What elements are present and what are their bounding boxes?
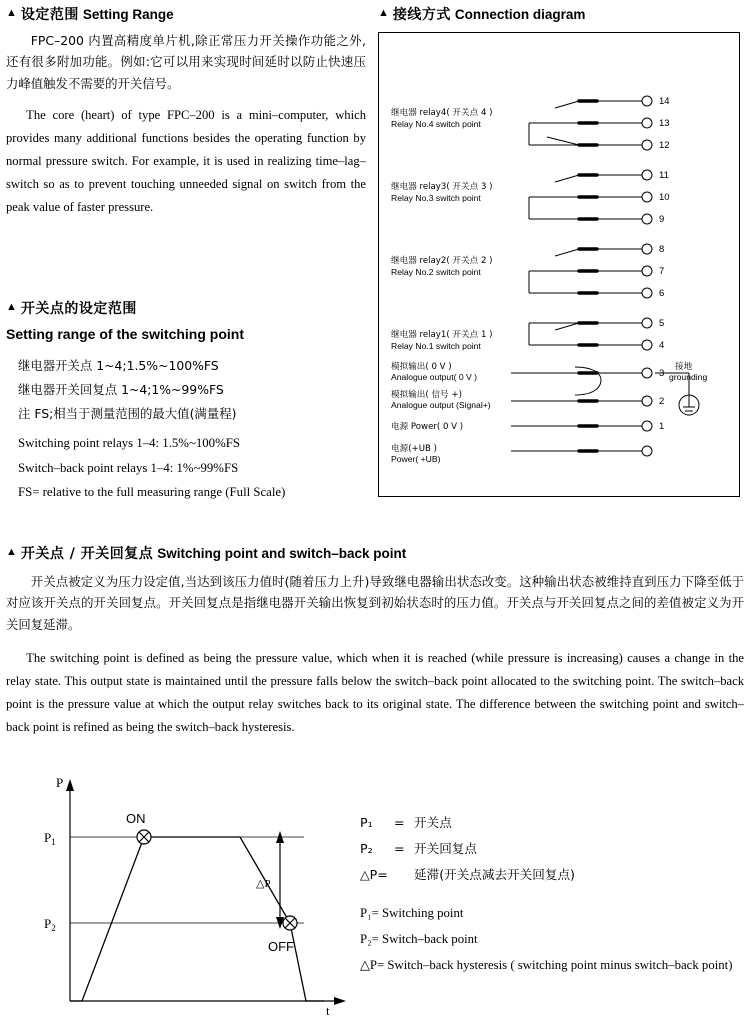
range-line-en-1: Switching point relays 1–4: 1.5%~100%FS bbox=[18, 435, 240, 450]
switch-point-paragraph-cn: 开关点被定义为压力设定值,当达到该压力值时(随着压力上升)导致继电器输出状态改变。这种输出状态被维持直到压力下降至低于对应该开关点的开关回复点。开关回复点是指继电器开关输出恢复到初始状态时的压力值。开关点与开关回复点之间的差值被定义为开关回复延滞。 bbox=[6, 574, 744, 632]
svg-text:2: 2 bbox=[659, 396, 665, 407]
relay2-label-cn: 继电器 relay2( 开关点 2 ) bbox=[391, 256, 493, 266]
connection-diagram-svg bbox=[379, 33, 737, 494]
chart-annotation-on: ON bbox=[126, 811, 146, 826]
connection-diagram-heading-en: Connection diagram bbox=[454, 6, 586, 22]
triangle-bullet-icon: ▲ bbox=[6, 545, 17, 558]
switch-point-paragraph-en: The switching point is defined as being the pressure value, which when it is reached (while pressure is increasing) causes a change in the relay state. This output state is maintained until the pressure falls below the switch–back point allocated to the switching point. The switch–back point is the pressure value at which the output relay switches back to its original state. The difference between the switching point and switch–back point is refined as being the switch–back hysteresis. bbox=[6, 650, 744, 734]
analogue-0v-label-cn: 模拟输出( 0 V ) bbox=[391, 362, 452, 372]
legend-en-row-1: P₁= Switching point bbox=[360, 906, 464, 921]
switching-point-chart bbox=[40, 775, 360, 1015]
svg-text:3: 3 bbox=[659, 368, 665, 379]
switch-point-heading-cn: 开关点 / 开关回复点 bbox=[20, 546, 154, 562]
svg-text:12: 12 bbox=[659, 140, 670, 151]
relay4-label-en: Relay No.4 switch point bbox=[391, 119, 481, 129]
switching-point-range-lines bbox=[6, 354, 366, 505]
connection-diagram-heading-cn: 接线方式 bbox=[392, 7, 451, 23]
relay2-label-en: Relay No.2 switch point bbox=[391, 267, 481, 277]
switching-point-range-heading bbox=[6, 298, 366, 318]
svg-text:8: 8 bbox=[659, 244, 665, 255]
legend-text-1: 开关点 bbox=[414, 815, 452, 830]
connection-diagram-heading bbox=[378, 4, 744, 24]
relay4-label-cn: 继电器 relay4( 开关点 4 ) bbox=[391, 108, 493, 118]
svg-text:1: 1 bbox=[659, 421, 665, 432]
setting-range-heading-cn: 设定范围 bbox=[20, 7, 79, 23]
setting-range-paragraph-en: The core (heart) of type FPC–200 is a mini–computer, which provides many additional functions besides the operating function by normal pressure switch. For example, it is used in realizing time–lag–switch so as to prevent touching unneeded signal on switch from the peak value of faster pressure. bbox=[6, 107, 366, 214]
relay3-label-en: Relay No.3 switch point bbox=[391, 193, 481, 203]
svg-text:13: 13 bbox=[659, 118, 670, 129]
svg-text:5: 5 bbox=[659, 318, 665, 329]
legend-cn-row-3 bbox=[360, 862, 740, 888]
svg-text:7: 7 bbox=[659, 266, 665, 277]
legend-equals-3 bbox=[394, 862, 414, 888]
grounding-label-en: grounding bbox=[669, 372, 708, 382]
legend-en-row-3: △P= Switch–back hysteresis ( switching point minus switch–back point) bbox=[360, 957, 733, 972]
legend-spacer bbox=[360, 887, 740, 901]
switch-point-heading-en: Switching point and switch–back point bbox=[157, 545, 407, 561]
chart-annotation-off: OFF bbox=[268, 939, 294, 954]
legend-cn-row-1 bbox=[360, 810, 740, 836]
setting-range-paragraph-cn: FPC–200 内置高精度单片机,除正常压力开关操作功能之外,还有很多附加功能。例如:它可以用来实现时间延时以防止快速压力峰值触发不需要的开关信号。 bbox=[6, 33, 366, 91]
power-ub-label-en: Power( +UB) bbox=[391, 454, 441, 464]
relay3-label-cn: 继电器 relay3( 开关点 3 ) bbox=[391, 182, 493, 192]
switch-point-heading bbox=[6, 543, 744, 563]
connection-diagram-box bbox=[378, 32, 740, 497]
triangle-bullet-icon: ▲ bbox=[6, 300, 17, 313]
svg-text:10: 10 bbox=[659, 192, 670, 203]
range-line-cn-3: 注 FS;相当于测量范围的最大值(满量程) bbox=[18, 406, 237, 422]
switch-point-section bbox=[6, 543, 744, 739]
triangle-bullet-icon: ▲ bbox=[6, 6, 17, 19]
svg-text:11: 11 bbox=[659, 170, 669, 181]
svg-text:4: 4 bbox=[659, 340, 665, 351]
switching-point-range-section bbox=[6, 298, 366, 505]
chart-ytick-p2: $P_2$ bbox=[44, 916, 56, 933]
legend-text-3: 延滞(开关点减去开关回复点) bbox=[414, 866, 575, 882]
range-line-cn-1: 继电器开关点 1~4;1.5%~100%FS bbox=[18, 358, 219, 373]
chart-legend bbox=[360, 810, 740, 978]
chart-ylabel: P bbox=[56, 775, 64, 790]
switching-point-range-heading-cn: 开关点的设定范围 bbox=[20, 301, 137, 317]
legend-equals-2: = bbox=[394, 840, 405, 856]
svg-text:9: 9 bbox=[659, 214, 665, 225]
legend-symbol-p1: P₁ bbox=[360, 815, 373, 830]
relay1-label-en: Relay No.1 switch point bbox=[391, 341, 481, 351]
grounding-label-cn: 接地 bbox=[675, 362, 693, 372]
legend-symbol-deltap: △P= bbox=[360, 866, 388, 882]
legend-en-row-2: P₂= Switch–back point bbox=[360, 932, 478, 947]
chart-xlabel: t bbox=[326, 1003, 330, 1015]
svg-text:14: 14 bbox=[659, 96, 670, 107]
range-line-en-3: FS= relative to the full measuring range (Full Scale) bbox=[18, 485, 286, 500]
switching-point-range-heading-en: Setting range of the switching point bbox=[6, 326, 244, 342]
svg-text:6: 6 bbox=[659, 288, 665, 299]
chart-annotation-deltap: △P bbox=[256, 878, 271, 890]
legend-equals-1: = bbox=[394, 815, 405, 830]
triangle-bullet-icon: ▲ bbox=[378, 6, 389, 19]
legend-symbol-p2: P₂ bbox=[360, 840, 373, 856]
legend-cn-row-2 bbox=[360, 836, 740, 862]
analogue-0v-label-en: Analogue output( 0 V ) bbox=[391, 372, 477, 382]
power-0v-label: 电源 Power( 0 V ) bbox=[391, 422, 464, 432]
analogue-signal-label-en: Analogue output (Signal+) bbox=[391, 400, 491, 410]
relay1-label-cn: 继电器 relay1( 开关点 1 ) bbox=[391, 330, 493, 340]
setting-range-heading-en: Setting Range bbox=[82, 6, 174, 22]
legend-text-2: 开关回复点 bbox=[414, 840, 477, 856]
switching-point-chart-svg bbox=[40, 775, 360, 1015]
connection-diagram-section bbox=[378, 4, 744, 497]
range-line-cn-2: 继电器开关回复点 1~4;1%~99%FS bbox=[18, 382, 224, 398]
chart-ytick-p1: $P_1$ bbox=[44, 830, 56, 847]
power-ub-label-cn: 电源(+UB ) bbox=[391, 444, 438, 454]
setting-range-heading bbox=[6, 4, 366, 24]
analogue-signal-label-cn: 模拟输出( 信号 +) bbox=[391, 390, 462, 400]
setting-range-section bbox=[6, 4, 366, 219]
range-line-en-2: Switch–back point relays 1–4: 1%~99%FS bbox=[18, 460, 239, 475]
